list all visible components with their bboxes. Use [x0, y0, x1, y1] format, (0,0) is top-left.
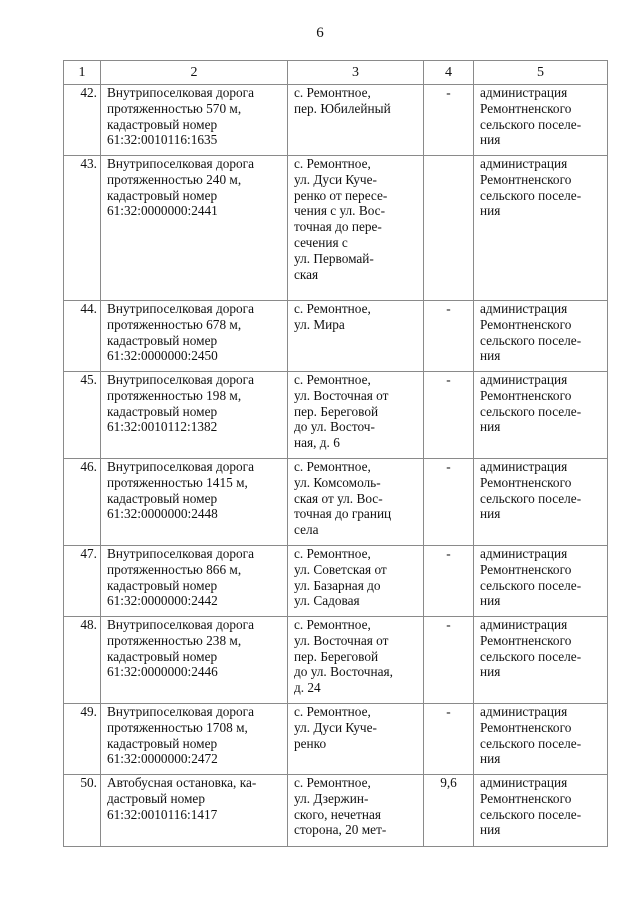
- row-number: 50.: [80, 775, 97, 790]
- object-location: с. Ремонтное, ул. Мира: [294, 301, 371, 332]
- object-description: Внутрипоселковая дорога протяженностью 570 м, кадастровый номер 61:32:0010116:1635: [107, 85, 255, 148]
- object-description: Внутрипоселковая дорога протяженностью 1415 м, кадастровый номер 61:32:0000000:2448: [107, 459, 255, 522]
- row-number: 42.: [80, 85, 97, 100]
- row-number-cell: [64, 459, 101, 546]
- table-row: [64, 617, 608, 704]
- object-owner: администрация Ремонтненского сельского поселе- ния: [480, 301, 582, 364]
- table-row: [64, 301, 608, 372]
- object-owner: администрация Ремонтненского сельского поселе- ния: [480, 704, 582, 767]
- table-row: [64, 459, 608, 546]
- object-location: с. Ремонтное, ул. Восточная от пер. Береговой до ул. Восточная, д. 24: [294, 617, 393, 696]
- object-description: Внутрипоселковая дорога протяженностью 678 м, кадастровый номер 61:32:0000000:2450: [107, 301, 255, 364]
- row-number-cell: [64, 301, 101, 372]
- object-description-cell: [101, 459, 288, 546]
- column-header-5: 5: [474, 61, 608, 85]
- column-header-4: 4: [424, 61, 474, 85]
- object-location-cell: [288, 617, 424, 704]
- row-number-cell: [64, 372, 101, 459]
- row-number-cell: [64, 546, 101, 617]
- page-number: 6: [316, 25, 324, 41]
- object-description-cell: [101, 546, 288, 617]
- row-number: 49.: [80, 704, 97, 719]
- object-description: Внутрипоселковая дорога протяженностью 238 м, кадастровый номер 61:32:0000000:2446: [107, 617, 255, 680]
- object-location-cell: [288, 775, 424, 847]
- object-location-cell: [288, 459, 424, 546]
- object-description-cell: [101, 156, 288, 301]
- object-owner-cell: [474, 775, 608, 847]
- object-location-cell: [288, 85, 424, 156]
- object-value: -: [446, 617, 451, 632]
- object-owner: администрация Ремонтненского сельского поселе- ния: [480, 617, 582, 680]
- row-number-cell: [64, 617, 101, 704]
- object-location-cell: [288, 546, 424, 617]
- object-value-cell: [424, 301, 474, 372]
- object-location: с. Ремонтное, ул. Дуси Куче- ренко: [294, 704, 377, 751]
- object-description: Внутрипоселковая дорога протяженностью 866 м, кадастровый номер 61:32:0000000:2442: [107, 546, 255, 609]
- row-number-cell: [64, 85, 101, 156]
- object-description-cell: [101, 617, 288, 704]
- row-number: 44.: [80, 301, 97, 316]
- object-owner: администрация Ремонтненского сельского поселе- ния: [480, 156, 582, 219]
- object-owner-cell: [474, 459, 608, 546]
- object-value: -: [446, 459, 451, 474]
- object-value-cell: [424, 617, 474, 704]
- object-location: с. Ремонтное, ул. Советская от ул. Базарная до ул. Садовая: [294, 546, 387, 609]
- object-owner-cell: [474, 372, 608, 459]
- object-value: 9,6: [440, 775, 457, 790]
- row-number: 48.: [80, 617, 97, 632]
- object-location-cell: [288, 156, 424, 301]
- row-number: 45.: [80, 372, 97, 387]
- row-number: 43.: [80, 156, 97, 171]
- table-row: [64, 85, 608, 156]
- object-description: Внутрипоселковая дорога протяженностью 240 м, кадастровый номер 61:32:0000000:2441: [107, 156, 255, 219]
- object-description: Внутрипоселковая дорога протяженностью 198 м, кадастровый номер 61:32:0010112:1382: [107, 372, 255, 435]
- object-location: с. Ремонтное, ул. Восточная от пер. Береговой до ул. Восточ- ная, д. 6: [294, 372, 389, 451]
- object-owner: администрация Ремонтненского сельского поселе- ния: [480, 372, 582, 435]
- object-owner-cell: [474, 704, 608, 775]
- object-owner: администрация Ремонтненского сельского поселе- ния: [480, 546, 582, 609]
- object-location-cell: [288, 704, 424, 775]
- object-value-cell: [424, 546, 474, 617]
- object-description-cell: [101, 775, 288, 847]
- table-row: [64, 775, 608, 847]
- object-description-cell: [101, 85, 288, 156]
- object-location: с. Ремонтное, ул. Дуси Куче- ренко от пересе- чения с ул. Вос- точная до пере- сечения с ул. Первомай- ская: [294, 156, 388, 282]
- object-value-cell: [424, 156, 474, 301]
- table-header-row: [64, 61, 608, 85]
- column-header-2: 2: [101, 61, 288, 85]
- table-row: [64, 372, 608, 459]
- object-owner-cell: [474, 617, 608, 704]
- object-location-cell: [288, 372, 424, 459]
- object-description-cell: [101, 704, 288, 775]
- object-location: с. Ремонтное, пер. Юбилейный: [294, 85, 391, 116]
- object-description: Автобусная остановка, ка- дастровый номер 61:32:0010116:1417: [107, 775, 257, 822]
- table-row: [64, 546, 608, 617]
- object-value-cell: [424, 775, 474, 847]
- object-owner-cell: [474, 85, 608, 156]
- object-value-cell: [424, 372, 474, 459]
- object-description-cell: [101, 301, 288, 372]
- object-owner: администрация Ремонтненского сельского поселе- ния: [480, 85, 582, 148]
- row-number-cell: [64, 156, 101, 301]
- column-header-1: 1: [64, 61, 101, 85]
- object-owner: администрация Ремонтненского сельского поселе- ния: [480, 459, 582, 522]
- object-owner-cell: [474, 301, 608, 372]
- object-description-cell: [101, 372, 288, 459]
- object-owner-cell: [474, 156, 608, 301]
- object-owner: администрация Ремонтненского сельского поселе- ния: [480, 775, 582, 838]
- object-location: с. Ремонтное, ул. Комсомоль- ская от ул. Вос- точная до границ села: [294, 459, 392, 538]
- object-value: -: [446, 85, 451, 100]
- object-value: -: [446, 704, 451, 719]
- row-number-cell: [64, 775, 101, 847]
- object-value-cell: [424, 459, 474, 546]
- object-value-cell: [424, 704, 474, 775]
- object-location-cell: [288, 301, 424, 372]
- row-number: 47.: [80, 546, 97, 561]
- row-number: 46.: [80, 459, 97, 474]
- property-table: [63, 60, 608, 847]
- object-value: -: [446, 301, 451, 316]
- object-value: -: [446, 372, 451, 387]
- object-owner-cell: [474, 546, 608, 617]
- row-number-cell: [64, 704, 101, 775]
- table-row: [64, 704, 608, 775]
- object-value-cell: [424, 85, 474, 156]
- table-row: [64, 156, 608, 301]
- object-description: Внутрипоселковая дорога протяженностью 1708 м, кадастровый номер 61:32:0000000:2472: [107, 704, 255, 767]
- object-value: -: [446, 546, 451, 561]
- object-location: с. Ремонтное, ул. Дзержин- ского, нечетная сторона, 20 мет-: [294, 775, 387, 838]
- column-header-3: 3: [288, 61, 424, 85]
